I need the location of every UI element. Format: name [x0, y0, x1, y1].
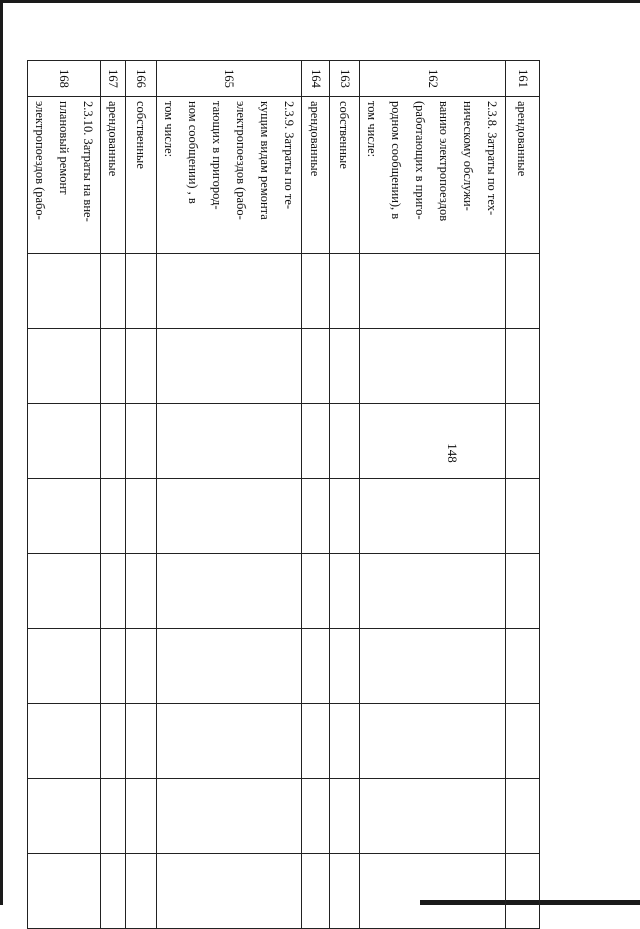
cost-table-body [28, 61, 540, 929]
value-cell [330, 254, 360, 329]
rotated-table-container [33, 60, 540, 880]
row-label [157, 97, 302, 254]
row-label-line: кущим видам ремонта [258, 101, 272, 220]
row-label-line: собственные [337, 101, 352, 169]
value-cell [360, 404, 506, 479]
value-cell [157, 329, 302, 404]
value-cell [302, 629, 330, 704]
value-cell [157, 779, 302, 854]
row-label-line: ванию электропоездов [437, 101, 452, 222]
row-label-line: арендованные [308, 101, 323, 177]
value-cell [330, 479, 360, 554]
value-cell [28, 854, 101, 929]
value-cell [157, 479, 302, 554]
cost-table [27, 60, 540, 929]
value-cell [101, 479, 126, 554]
value-cell [302, 404, 330, 479]
value-cell [330, 329, 360, 404]
value-cell [101, 629, 126, 704]
value-cell [330, 404, 360, 479]
table-row [28, 61, 101, 929]
value-cell [28, 554, 101, 629]
value-cell [101, 704, 126, 779]
value-cell [126, 329, 157, 404]
value-cell [28, 404, 101, 479]
table-row [506, 61, 540, 929]
row-label-line: ном сообщении) , в [186, 101, 200, 204]
value-cell [126, 554, 157, 629]
value-cell [28, 779, 101, 854]
row-label-line: электропоездов (рабо- [33, 101, 47, 220]
value-cell [101, 779, 126, 854]
table-row [360, 61, 506, 929]
value-cell [157, 554, 302, 629]
value-cell [157, 629, 302, 704]
value-cell [101, 854, 126, 929]
row-label [360, 97, 506, 254]
row-label [330, 97, 360, 254]
row-number: 164 [302, 61, 330, 97]
row-label-line: плановый ремонт [57, 101, 71, 195]
value-cell [302, 854, 330, 929]
value-cell [302, 779, 330, 854]
value-cell [506, 704, 540, 779]
row-label-line: арендованные [106, 101, 120, 177]
value-cell [157, 254, 302, 329]
row-label-line: арендованные [515, 101, 530, 177]
value-cell [360, 629, 506, 704]
value-cell [506, 404, 540, 479]
value-cell [126, 629, 157, 704]
value-cell [157, 704, 302, 779]
value-cell [302, 704, 330, 779]
page-number: 148 [445, 443, 460, 463]
table-row [157, 61, 302, 929]
value-cell [126, 479, 157, 554]
value-cell [506, 554, 540, 629]
value-cell [126, 704, 157, 779]
row-label-line: ническому обслужи- [461, 101, 476, 211]
row-number: 166 [126, 61, 157, 97]
value-cell [360, 254, 506, 329]
row-label-line: родном сообщении), в [389, 101, 404, 220]
value-cell [330, 704, 360, 779]
value-cell [28, 629, 101, 704]
row-label-line: электропоездов (рабо- [234, 101, 248, 220]
row-label-line: том числе: [162, 101, 176, 158]
value-cell [330, 554, 360, 629]
row-label-line: том числе: [365, 101, 380, 158]
row-number: 165 [157, 61, 302, 97]
row-number: 161 [506, 61, 540, 97]
value-cell [506, 254, 540, 329]
row-number: 168 [28, 61, 101, 97]
table-row [126, 61, 157, 929]
value-cell [506, 629, 540, 704]
value-cell [360, 779, 506, 854]
row-label [28, 97, 101, 254]
page-edge-top [0, 0, 640, 3]
value-cell [126, 404, 157, 479]
row-number: 163 [330, 61, 360, 97]
value-cell [157, 404, 302, 479]
value-cell [302, 554, 330, 629]
value-cell [360, 554, 506, 629]
value-cell [126, 779, 157, 854]
row-label-line: 2.3.10. Затраты на вне- [81, 101, 95, 222]
row-label-line: собственные [134, 101, 148, 169]
table-row [330, 61, 360, 929]
value-cell [126, 854, 157, 929]
table-row [101, 61, 126, 929]
row-label-line: 2.3.9. Затраты по те- [282, 101, 296, 210]
row-label-line: 2.3.8. Затраты по тех- [485, 101, 500, 216]
value-cell [302, 254, 330, 329]
value-cell [360, 704, 506, 779]
value-cell [506, 779, 540, 854]
value-cell [126, 254, 157, 329]
value-cell [360, 479, 506, 554]
row-label [506, 97, 540, 254]
value-cell [330, 779, 360, 854]
row-label-line: (работающих в приго- [413, 101, 428, 220]
value-cell [101, 554, 126, 629]
row-number: 162 [360, 61, 506, 97]
value-cell [101, 404, 126, 479]
value-cell [302, 479, 330, 554]
value-cell [506, 479, 540, 554]
row-label-line: тающих в пригород- [210, 101, 224, 210]
value-cell [28, 254, 101, 329]
row-number: 167 [101, 61, 126, 97]
page-edge-left [0, 0, 3, 905]
value-cell [360, 329, 506, 404]
value-cell [101, 254, 126, 329]
value-cell [360, 854, 506, 929]
value-cell [28, 704, 101, 779]
value-cell [330, 629, 360, 704]
row-label [302, 97, 330, 254]
value-cell [101, 329, 126, 404]
value-cell [28, 329, 101, 404]
value-cell [302, 329, 330, 404]
value-cell [506, 854, 540, 929]
row-label [126, 97, 157, 254]
value-cell [157, 854, 302, 929]
value-cell [506, 329, 540, 404]
row-label [101, 97, 126, 254]
value-cell [330, 854, 360, 929]
table-row [302, 61, 330, 929]
value-cell [28, 479, 101, 554]
